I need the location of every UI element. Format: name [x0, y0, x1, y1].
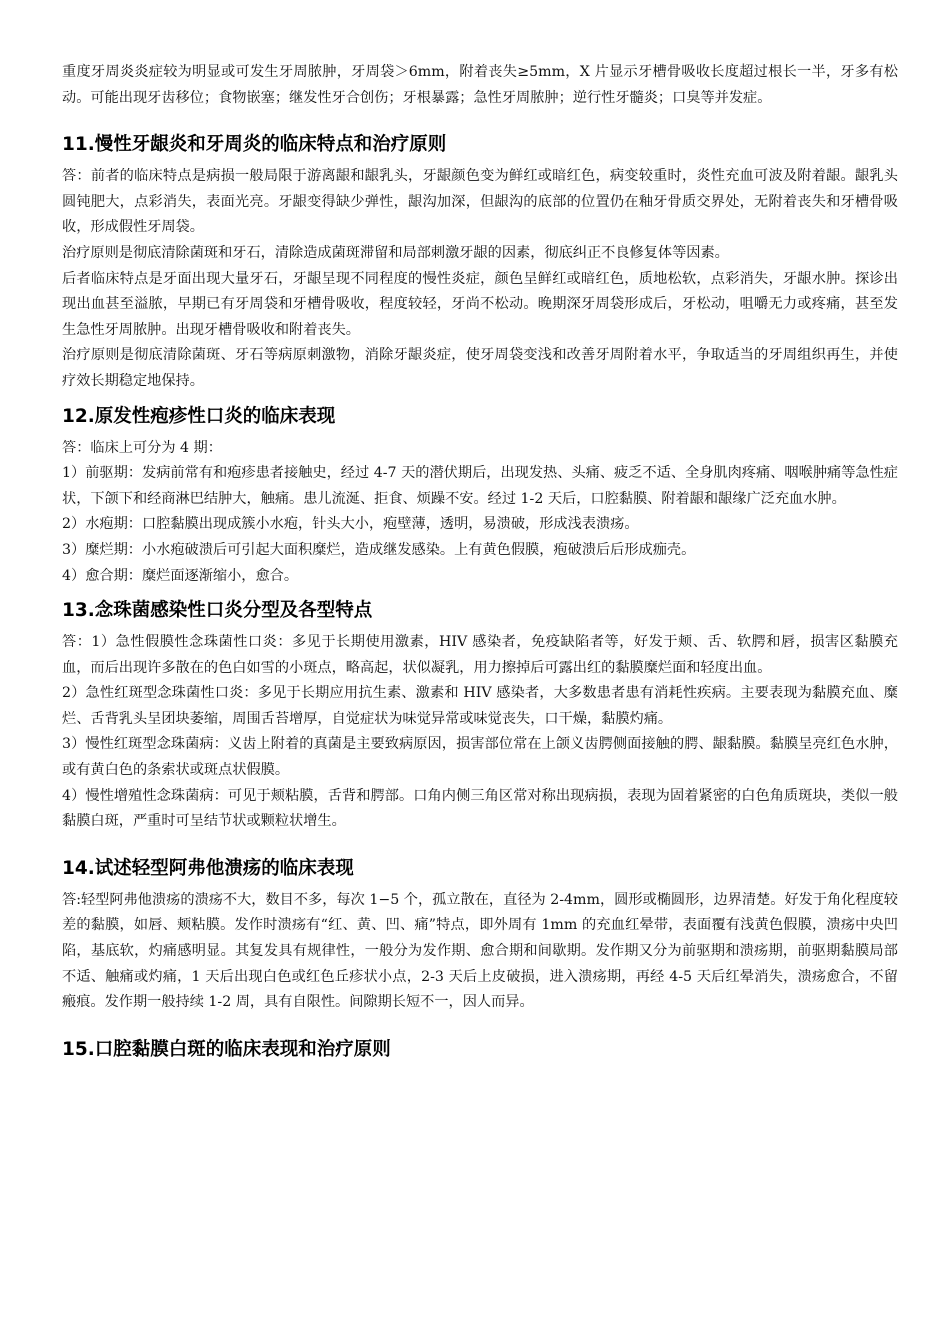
answer-paragraph: 答：前者的临床特点是病损一般局限于游离龈和龈乳头，牙龈颜色变为鲜红或暗红色，病变较重时，炎性充血可波及附着龈。龈乳头圆钝肥大，点彩消失，表面光亮。牙龈变得缺少弹性，龈沟加深，但龈沟的底部的位置仍在釉牙骨质交界处，无附着丧失和牙槽骨吸收，形成假性牙周袋。 [62, 168, 898, 236]
answer-paragraph: 2）水疱期：口腔黏膜出现成簇小水疱，针头大小，疱壁薄，透明，易溃破，形成浅表溃疡。 [62, 516, 639, 533]
section-14 [62, 855, 898, 1016]
section-15 [62, 1036, 898, 1064]
answer-paragraph: 治疗原则是彻底清除菌斑、牙石等病原刺激物，消除牙龈炎症，使牙周袋变浅和改善牙周附着水平，争取适当的牙周组织再生，并使疗效长期稳定地保持。 [62, 347, 898, 389]
section-heading: 15.口腔黏膜白斑的临床表现和治疗原则 [62, 1038, 391, 1060]
section-heading: 14.试述轻型阿弗他溃疡的临床表现 [62, 857, 354, 879]
section-11 [62, 131, 898, 394]
answer-paragraph: 后者临床特点是牙面出现大量牙石，牙龈呈现不同程度的慢性炎症，颜色呈鲜红或暗红色，质地松软，点彩消失，牙龈水肿。探诊出现出血甚至溢脓，早期已有牙周袋和牙槽骨吸收，程度较轻，牙尚不松动。晚期深牙周袋形成后，牙松动，咀嚼无力或疼痛，甚至发生急性牙周脓肿。出现牙槽骨吸收和附着丧失。 [62, 270, 898, 338]
section-12 [62, 403, 898, 590]
answer-paragraph: 治疗原则是彻底清除菌斑和牙石，清除造成菌斑滞留和局部刺激牙龈的因素，彻底纠正不良修复体等因素。 [62, 244, 729, 261]
section-heading: 13.念珠菌感染性口炎分型及各型特点 [62, 600, 373, 622]
document-page [62, 60, 898, 1064]
answer-paragraph: 3）糜烂期：小水疱破溃后可引起大面积糜烂，造成继发感染。上有黄色假膜，疱破溃后后形成痂壳。 [62, 541, 696, 558]
section-heading: 11.慢性牙龈炎和牙周炎的临床特点和治疗原则 [62, 134, 447, 156]
intro-paragraph: 重度牙周炎炎症较为明显或可发生牙周脓肿，牙周袋＞6mm，附着丧失≥5mm，X 片显示牙槽骨吸收长度超过根长一半，牙多有松动。可能出现牙齿移位；食物嵌塞；继发性牙合创伤；牙根暴露；急性牙周脓肿；逆行性牙髓炎；口臭等并发症。 [62, 64, 898, 106]
answer-paragraph: 3）慢性红斑型念珠菌病：义齿上附着的真菌是主要致病原因，损害部位常在上颌义齿腭侧面接触的腭、龈黏膜。黏膜呈亮红色水肿，或有黄白色的条索状或斑点状假膜。 [62, 736, 898, 779]
section-13 [62, 597, 898, 835]
answer-paragraph: 答：1）急性假膜性念珠菌性口炎：多见于长期使用激素，HIV 感染者，免疫缺陷者等，好发于颊、舌、软腭和唇，损害区黏膜充血，而后出现许多散在的色白如雪的小斑点，略高起，状似凝乳，用力擦掉后可露出红的黏膜糜烂面和轻度出血。 [62, 634, 898, 676]
spacer [62, 111, 898, 131]
section-heading: 12.原发性疱疹性口炎的临床表现 [62, 405, 336, 427]
answer-paragraph: 答：临床上可分为 4 期： [62, 439, 222, 456]
answer-paragraph: 4）愈合期：糜烂面逐渐缩小，愈合。 [62, 567, 299, 584]
answer-paragraph: 4）慢性增殖性念珠菌病：可见于颊粘膜，舌背和腭部。口角内侧三角区常对称出现病损，表现为固着紧密的白色角质斑块，类似一般黏膜白斑，严重时可呈结节状或颗粒状增生。 [62, 787, 898, 830]
answer-paragraph: 1）前驱期：发病前常有和疱疹患者接触史，经过 4-7 天的潜伏期后，出现发热、头痛、疲乏不适、全身肌肉疼痛、咽喉肿痛等急性症状，下颌下和经商淋巴结肿大，触痛。患儿流涎、拒食、烦躁不安。经过 1-2 天后，口腔黏膜、附着龈和龈缘广泛充血水肿。 [62, 465, 898, 507]
answer-paragraph: 答:轻型阿弗他溃疡的溃疡不大，数目不多，每次 1−5 个，孤立散在，直径为 2-4mm，圆形或椭圆形，边界清楚。好发于角化程度较差的黏膜，如唇、颊粘膜。发作时溃疡有“红、黄、凹、痛”特点，即外周有 1mm 的充血红晕带，表面覆有浅黄色假膜，溃疡中央凹陷，基底软，灼痛感明显。其复发具有规律性，一般分为发作期、愈合期和间歇期。发作期又分为前驱期和溃疡期，前驱期黏膜局部不适、触痛或灼痛，1 天后出现白色或红色丘疹状小点，2-3 天后上皮破损，进入溃疡期，再经 4-5 天后红晕消失，溃疡愈合，不留瘢痕。发作期一般持续 1-2 周，具有自限性。间隙期长短不一，因人而异。 [62, 891, 898, 1011]
answer-paragraph: 2）急性红斑型念珠菌性口炎：多见于长期应用抗生素、激素和 HIV 感染者，大多数患者患有消耗性疾病。主要表现为黏膜充血、糜烂、舌背乳头呈团块萎缩，周围舌苔增厚，自觉症状为味觉异常或味觉丧失，口干燥，黏膜灼痛。 [62, 685, 898, 727]
